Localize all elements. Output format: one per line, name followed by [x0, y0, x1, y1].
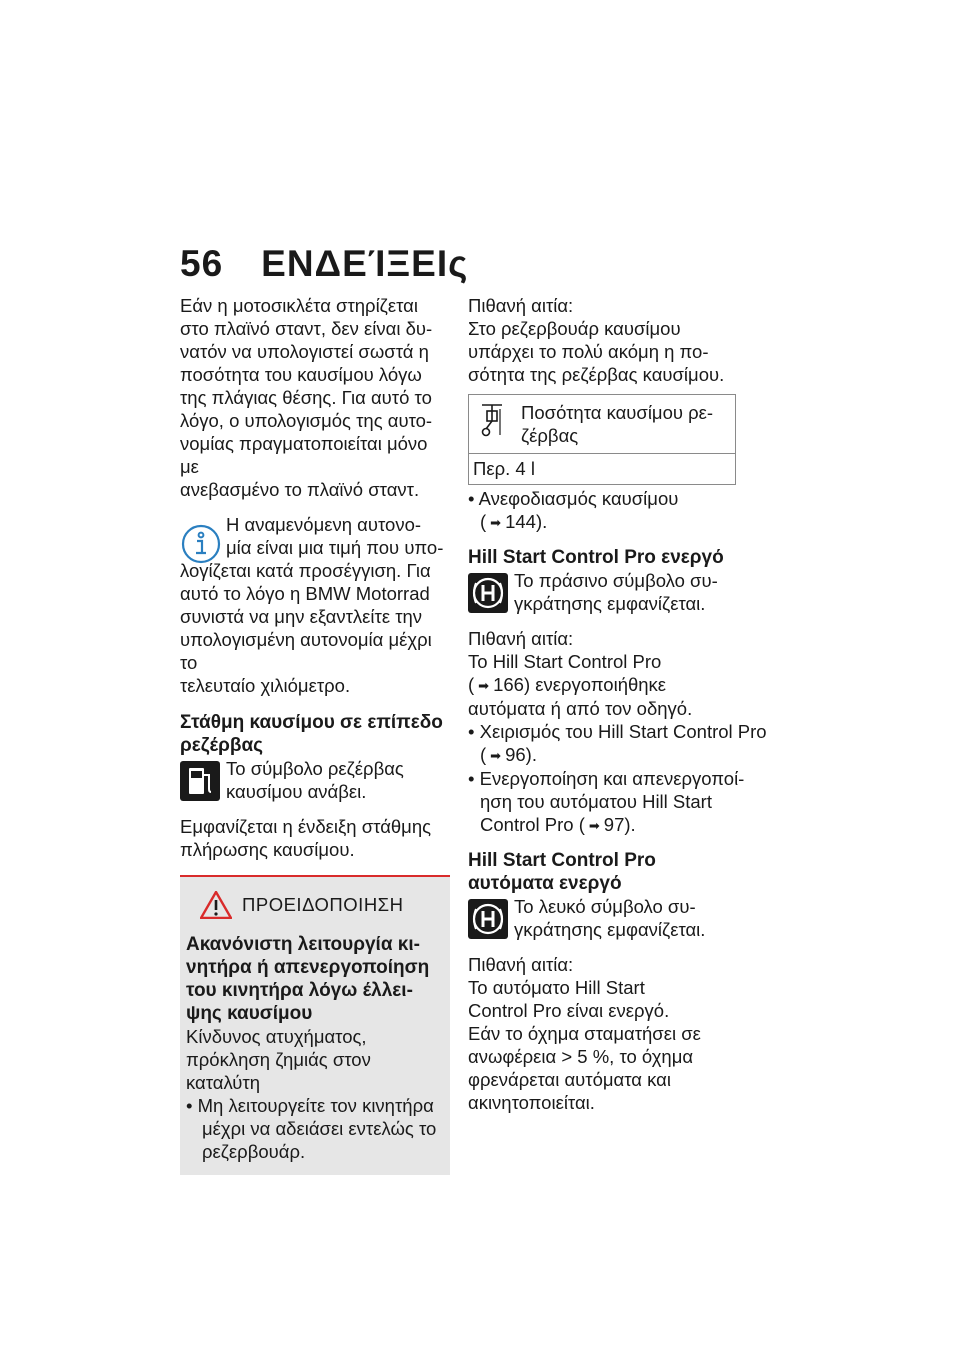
intro-paragraph: Εάν η μοτοσικλέτα στηρίζεται στο πλαϊνό σταντ, δεν είναι δυ- νατόν να υπολογιστεί σωστά η ποσότητα του καυσίμου λόγω της πλάγιας θέσης. Για αυτό το λόγο, ο υπολογισμός της αυτο- νομίας πραγματοποιείται μόνο με ανεβασμένο το πλαϊνό σταντ.	[180, 295, 433, 500]
page-ref-arrow-icon: ➡	[490, 748, 502, 763]
auto-icon-block: Το λευκό σύμβολο συ- γκράτησης εμφανίζεται.	[468, 895, 768, 941]
hsc-heading: Hill Start Control Pro ενεργό	[468, 547, 724, 568]
cause-label: Πιθανή αιτία:	[468, 295, 574, 316]
left-column	[180, 294, 450, 1175]
fuel-reserve-table: Ποσότητα καυσίμου ρε- ζέρβας Περ. 4 l	[468, 394, 736, 485]
warning-header	[186, 891, 450, 919]
hill-start-white-icon	[468, 899, 508, 939]
hsc-icon-block: Το πράσινο σύμβολο συ- γκράτησης εμφανίζεται.	[468, 569, 768, 615]
page-ref-arrow-icon: ➡	[478, 678, 490, 693]
hill-start-green-icon	[468, 573, 508, 613]
fuel-reserve-value: Περ. 4 l	[473, 458, 535, 479]
warning-heading: Ακανόνιστη λειτουργία κι- νητήρα ή απενεργοποίηση του κινητήρα λόγω έλλει- ψης καυσίμου	[186, 934, 430, 1024]
page-title: ΕΝΔΕΊΞΕΙς	[261, 243, 469, 284]
warning-bullet: • Μη λειτουργείτε τον κινητήρα μέχρι να αδειάσει εντελώς το ρεζερβουάρ.	[186, 1095, 437, 1162]
reserve-text: Εμφανίζεται η ένδειξη στάθμης πλήρωσης καυσίμου.	[180, 816, 432, 860]
note-block: Η αναμενόμενη αυτονο- μία είναι μια τιμή που υπο- λογίζεται κατά προσέγγιση. Για αυτό το λόγο η BMW Motorrad συνιστά να μην εξαντλείτε την υπολογισμένη αυτονομία μέχρι το τελευταίο χιλιόμετρο.	[180, 514, 444, 696]
page-number: 56	[180, 243, 224, 284]
reserve-icon-block: Το σύμβολο ρεζέρβας καυσίμου ανάβει.	[180, 757, 450, 803]
right-column: Πιθανή αιτία: Στο ρεζερβουάρ καυσίμου υπάρχει το πολύ ακόμη η πο- σότητα της ρεζέρβας καυσίμου. Ποσότητα καυσίμου ρε- ζέρβας Περ. 4 l • Ανεφοδιασμός καυσίμου ( ➡ 144). Hill Start Control Pro ενεργό Το πράσινο σύμβολο συ- γκράτησης εμφανίζεται. Πιθανή αιτία: Το Hill Start Control Pro ( ➡ 166) ενεργοποιήθηκε αυτόματα ή από τον οδηγό. • Χειρισμός του Hill Start Control Pro ( ➡ 96). • Ενεργοποίηση και απενεργοποί- ηση του αυτόματου Hill Start Control Pro ( ➡ 97). Hill Start Control Pro αυτόματα ενεργό Το λευκό σύμβολο συ- γκράτησης εμφανίζεται. Πιθανή αιτία: Το αυτόματο Hill Start Control Pro είναι ενεργό. Εάν το όχημα σταματήσει σε ανωφέρεια > 5 %, το όχημα φρενάρεται αυτόματα και ακινητοποιείται.	[468, 295, 767, 1113]
fuel-quantity-icon	[479, 401, 505, 439]
hsc-bullet: • Χειρισμός του Hill Start Control Pro ( ➡ 96).	[468, 721, 767, 765]
warning-box: ΠΡΟΕΙΔΟΠΟΙΗΣΗ Ακανόνιστη λειτουργία κι- νητήρα ή απενεργοποίηση του κινητήρα λόγω έλλει- ψης καυσίμου Κίνδυνος ατυχήματος, πρόκληση ζημιάς στον καταλύτη • Μη λειτουργείτε τον κινητήρα μέχρι να αδειάσει εντελώς το ρεζερβουάρ.	[180, 875, 450, 1175]
fuel-reserve-icon	[180, 761, 220, 801]
page-ref-arrow-icon: ➡	[588, 818, 600, 833]
info-note-icon	[180, 523, 222, 565]
auto-hsc-bullet: • Ενεργοποίηση και απενεργοποί- ηση του αυτόματου Hill Start Control Pro ( ➡ 97).	[468, 768, 745, 835]
refuel-bullet: • Ανεφοδιασμός καυσίμου ( ➡ 144).	[468, 488, 679, 532]
warning-triangle-icon	[200, 891, 232, 919]
page-header	[180, 243, 468, 285]
auto-heading: Hill Start Control Pro αυτόματα ενεργό	[468, 850, 656, 894]
reserve-heading: Στάθμη καυσίμου σε επίπεδο ρεζέρβας	[180, 712, 443, 756]
page-ref-arrow-icon: ➡	[490, 515, 502, 530]
warning-title: ΠΡΟΕΙΔΟΠΟΙΗΣΗ	[242, 894, 404, 915]
